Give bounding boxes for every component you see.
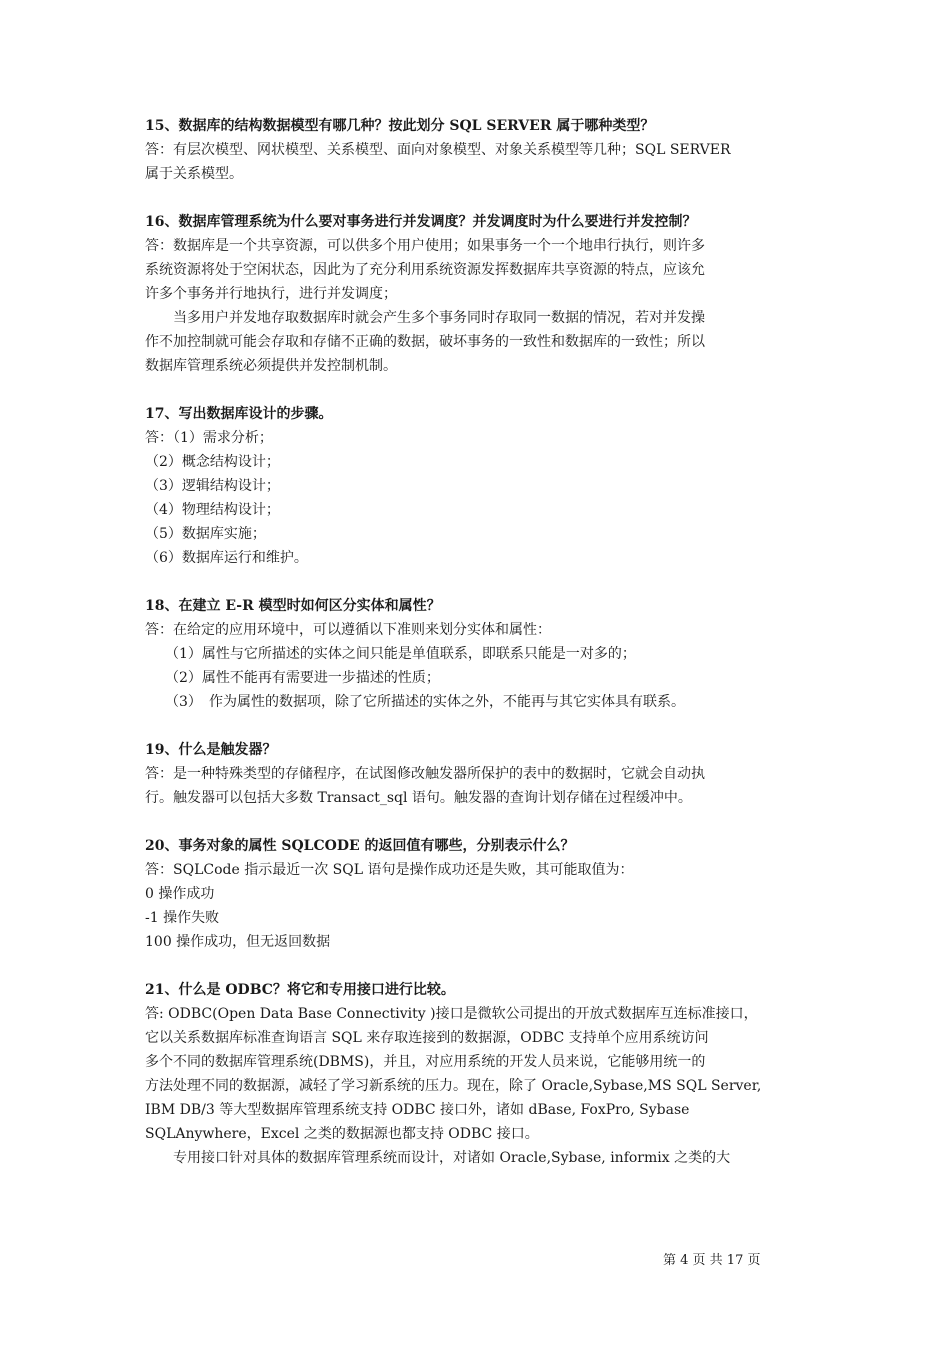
qa-19 — [145, 738, 811, 810]
question-21: 21、什么是 ODBC？将它和专用接口进行比较。 — [145, 982, 455, 998]
page-number: 第 4 页 共 17 页 — [663, 1253, 761, 1268]
answer-line: 答：（1）需求分析； — [145, 430, 273, 446]
answer-line: 答：在给定的应用环境中，可以遵循以下准则来划分实体和属性： — [145, 622, 551, 638]
question-18: 18、在建立 E-R 模型时如何区分实体和属性？ — [145, 598, 441, 614]
answer-line: 多个不同的数据库管理系统(DBMS)，并且，对应用系统的开发人员来说，它能够用统一的 — [145, 1054, 706, 1070]
answer-line: 它以关系数据库标准查询语言 SQL 来存取连接到的数据源，ODBC 支持单个应用系统访问 — [145, 1030, 709, 1046]
question-15: 15、数据库的结构数据模型有哪几种？按此划分 SQL SERVER 属于哪种类型？ — [145, 118, 655, 134]
answer-line: 答: ODBC(Open Data Base Connectivity )接口是微软公司提出的开放式数据库互连标准接口， — [145, 1006, 758, 1022]
answer-line: 方法处理不同的数据源，减轻了学习新系统的压力。现在，除了 Oracle,Sybase,MS SQL Server, — [145, 1078, 762, 1094]
answer-line: 答：是一种特殊类型的存储程序，在试图修改触发器所保护的表中的数据时，它就会自动执 — [145, 766, 705, 782]
item-text: 作为属性的数据项，除了它所描述的实体之外，不能再与其它实体具有联系。 — [209, 694, 685, 710]
answer-line: 答：有层次模型、网状模型、关系模型、面向对象模型、对象关系模型等几种；SQL SERVER — [145, 142, 731, 158]
document-page — [145, 114, 811, 1194]
answer-line: 答：SQLCode 指示最近一次 SQL 语句是操作成功还是失败，其可能取值为： — [145, 862, 634, 878]
answer-item: （1）属性与它所描述的实体之间只能是单值联系，即联系只能是一对多的； — [165, 646, 636, 662]
qa-16 — [145, 210, 811, 378]
answer-line: 作不加控制就可能会存取和存储不正确的数据，破坏事务的一致性和数据库的一致性；所以 — [145, 334, 705, 350]
answer-line: 专用接口针对具体的数据库管理系统而设计，对诸如 Oracle,Sybase, informix 之类的大 — [173, 1150, 731, 1166]
item-number: （3） — [165, 694, 202, 710]
qa-17 — [145, 402, 811, 570]
question-17: 17、写出数据库设计的步骤。 — [145, 406, 333, 422]
answer-line: （3）逻辑结构设计； — [145, 478, 280, 494]
qa-20 — [145, 834, 811, 954]
answer-line: （2）概念结构设计； — [145, 454, 280, 470]
answer-line: （4）物理结构设计； — [145, 502, 280, 518]
question-19: 19、什么是触发器？ — [145, 742, 277, 758]
question-16: 16、数据库管理系统为什么要对事务进行并发调度？并发调度时为什么要进行并发控制？ — [145, 214, 697, 230]
question-20: 20、事务对象的属性 SQLCODE 的返回值有哪些，分别表示什么？ — [145, 838, 575, 854]
answer-line: IBM DB/3 等大型数据库管理系统支持 ODBC 接口外，诸如 dBase, FoxPro, Sybase — [145, 1102, 690, 1118]
answer-line: 答：数据库是一个共享资源，可以供多个用户使用；如果事务一个一个地串行执行，则许多 — [145, 238, 705, 254]
answer-line: 数据库管理系统必须提供并发控制机制。 — [145, 358, 397, 374]
answer-line: 属于关系模型。 — [145, 166, 243, 182]
answer-item: （2）属性不能再有需要进一步描述的性质； — [165, 670, 440, 686]
answer-line: （5）数据库实施； — [145, 526, 266, 542]
qa-18 — [145, 594, 811, 714]
answer-line: 当多用户并发地存取数据库时就会产生多个事务同时存取同一数据的情况，若对并发操 — [173, 310, 705, 326]
qa-15 — [145, 114, 811, 186]
answer-line: -1 操作失败 — [145, 910, 220, 926]
qa-21 — [145, 978, 811, 1170]
answer-line: 100 操作成功，但无返回数据 — [145, 934, 331, 950]
answer-line: 0 操作成功 — [145, 886, 215, 902]
answer-line: SQLAnywhere，Excel 之类的数据源也都支持 ODBC 接口。 — [145, 1126, 539, 1142]
answer-line: 行。触发器可以包括大多数 Transact_sql 语句。触发器的查询计划存储在过程缓冲中。 — [145, 790, 692, 806]
answer-item — [145, 690, 811, 714]
answer-line: 系统资源将处于空闲状态，因此为了充分利用系统资源发挥数据库共享资源的特点，应该允 — [145, 262, 705, 278]
answer-line: 许多个事务并行地执行，进行并发调度； — [145, 286, 397, 302]
answer-line: （6）数据库运行和维护。 — [145, 550, 308, 566]
